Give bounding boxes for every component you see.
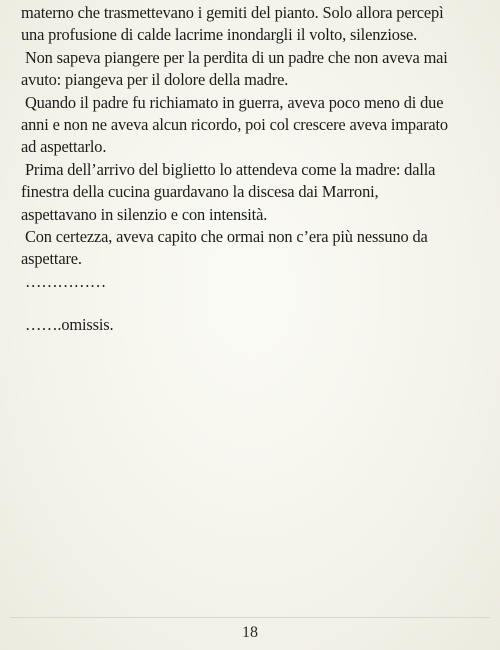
footer-divider (10, 617, 490, 618)
text-line: materno che trasmettevano i gemiti del pianto. Solo allora percepì (21, 3, 444, 22)
page-number: 18 (242, 624, 258, 641)
text-line: Quando il padre fu richiamato in guerra, aveva poco meno di due (21, 92, 444, 112)
ellipsis-line: …………… (21, 271, 107, 291)
text-line: Con certezza, aveva capito che ormai non c’era più nessuno da (21, 227, 428, 247)
omissis-line: …….omissis. (21, 315, 114, 335)
text-line: finestra della cucina guardavano la discesa dai Marroni, (21, 182, 379, 202)
paragraph-gap (21, 293, 493, 314)
text-line: una profusione di calde lacrime inondargli il volto, silenziose. (21, 25, 418, 45)
text-line: aspettavano in silenzio e con intensità. (21, 204, 268, 224)
text-line: Non sapeva piangere per la perdita di un padre che non aveva mai (21, 47, 448, 67)
text-line: ad aspettarlo. (21, 137, 107, 157)
text-line: anni e non ne aveva alcun ricordo, poi col crescere aveva imparato (21, 115, 448, 135)
page-body-text (21, 2, 493, 337)
text-line: Prima dell’arrivo del biglietto lo attendeva come la madre: dalla (21, 159, 436, 179)
text-line: avuto: piangeva per il dolore della madre. (21, 70, 289, 90)
text-line: aspettare. (21, 249, 82, 269)
